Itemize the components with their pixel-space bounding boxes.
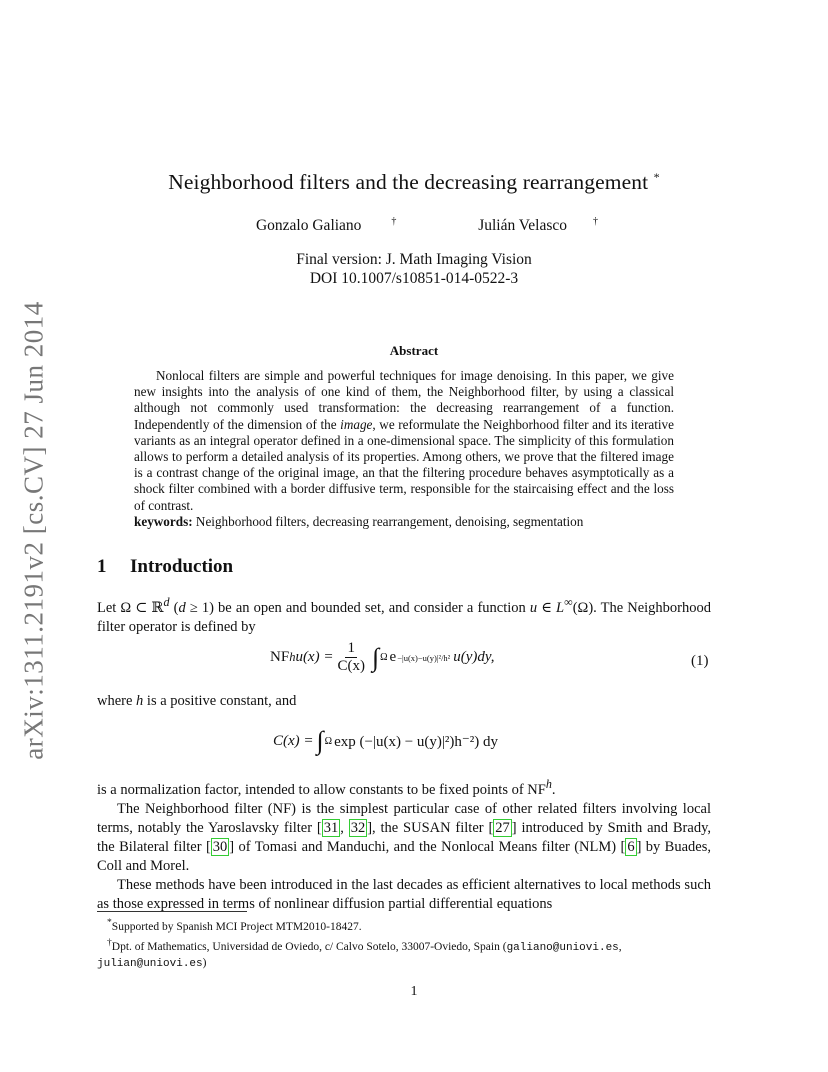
intro-body xyxy=(97,775,711,914)
title-footnote-mark: * xyxy=(653,170,660,184)
email-link[interactable]: julian@uniovi.es xyxy=(97,957,203,970)
keywords-label: keywords: xyxy=(134,513,193,529)
citation-link[interactable]: 32 xyxy=(350,819,366,836)
equation-number: (1) xyxy=(691,653,709,669)
email-link[interactable]: galiano@uniovi.es xyxy=(506,941,619,954)
publication-info xyxy=(0,250,828,288)
citation-link[interactable]: 27 xyxy=(495,819,510,836)
keywords-text: Neighborhood filters, decreasing rearrangement, denoising, segmentation xyxy=(195,513,584,529)
version-line: Final version: J. Math Imaging Vision xyxy=(296,251,532,268)
abstract-paragraph: Nonlocal filters are simple and powerful techniques for image denoising. In this paper, we give new insights into the analysis of one kind of them, the Neighborhood filter, by using a classical although not commonly used transformation: the decreasing rearrangement of a function. Independently of the dimension of the image, we reformulate the Neighborhood filter and its iterative variants as an integral operator defined in a one-dimensional space. The simplicity of this formulation allows to perform a detailed analysis of its properties. Among others, we prove that the filtered image is a contrast change of the original image, an that the filtering procedure behaves asymptotically as a shock filter combined with a border diffusive term, responsible for the staircaising effect and the loss of contrast. xyxy=(134,368,674,513)
where-line: where h is a positive constant, and xyxy=(97,693,297,709)
author-mark: † xyxy=(593,216,599,227)
footnote-2: †Dpt. of Mathematics, Universidad de Oviedo, c/ Calvo Sotelo, 33007-Oviedo, Spain (galiano@uniovi.es, julian@uniovi.es) xyxy=(97,936,622,970)
author-list xyxy=(0,216,828,235)
footnote-rule xyxy=(97,911,247,912)
equation-1: NF h u(x) = $\frac{1}{C(x)}$ ∫ Ω e −|u(x)−u(y)|²/h² u(y)dy, xyxy=(270,640,495,674)
section-heading xyxy=(97,556,233,578)
author-name: Julián Velasco xyxy=(478,217,568,235)
integral-sign: ∫ xyxy=(371,642,380,672)
paper-title-text: Neighborhood filters and the decreasing rearrangement xyxy=(168,170,649,195)
intro-paragraph-3: These methods have been introduced in the last decades as efficient alternatives to local methods such as those expressed in terms of nonlinear diffusion partial differential equations xyxy=(97,876,711,912)
author-name: Gonzalo Galiano xyxy=(255,217,362,235)
citation-link[interactable]: 6 xyxy=(627,838,635,855)
fraction: $\frac{1}{C(x)}$ xyxy=(337,640,365,674)
intro-paragraph-2: The Neighborhood filter (NF) is the simplest particular case of other related filters involving local terms, notably the Yaroslavsky filter [ 31 , 32 ], the SUSAN filter [ 27 ] introduced by Smith and Brady, the Bilateral filter [ 30 ] of Tomasi and Manduchi, and the Nonlocal Means filter (NLM) [ 6 ] by Buades, Coll and Morel. xyxy=(97,800,711,874)
citation-link[interactable]: 30 xyxy=(212,838,228,855)
keywords-line xyxy=(134,514,674,530)
author-mark: † xyxy=(391,216,397,227)
author-galiano xyxy=(230,216,396,235)
paper-title xyxy=(0,170,828,195)
footnotes xyxy=(97,915,713,972)
page-number: 1 xyxy=(410,984,418,999)
abstract-body xyxy=(134,368,674,530)
intro-paragraph-1: Let Ω ⊂ ℝ$^d$ (d ≥ 1) be an open and bounded set, and consider a function u ∈ L∞(Ω). The Neighborhood filter operator is defined by xyxy=(97,595,711,635)
section-number: 1 xyxy=(97,556,107,577)
equation-2: C(x) = ∫ Ω exp (−|u(x) − u(y)|²)h⁻²) dy xyxy=(273,726,499,755)
footnote-1: *Supported by Spanish MCI Project MTM2010-18427. xyxy=(107,917,362,933)
doi-line: DOI 10.1007/s10851-014-0522-3 xyxy=(309,270,519,287)
author-velasco xyxy=(452,216,598,235)
arxiv-stamp-text: arXiv:1311.2191v2 [cs.CV] 27 Jun 2014 xyxy=(18,300,49,760)
arxiv-stamp xyxy=(14,300,54,760)
abstract-heading: Abstract xyxy=(389,343,439,358)
normalization-line: is a normalization factor, intended to allow constants to be fixed points of $NF^h$. xyxy=(97,777,556,798)
integral-sign: ∫ xyxy=(316,726,324,755)
section-title: Introduction xyxy=(130,556,234,577)
exponent: −|u(x)−u(y)|²/h² xyxy=(397,652,451,663)
citation-link[interactable]: 31 xyxy=(323,819,339,836)
